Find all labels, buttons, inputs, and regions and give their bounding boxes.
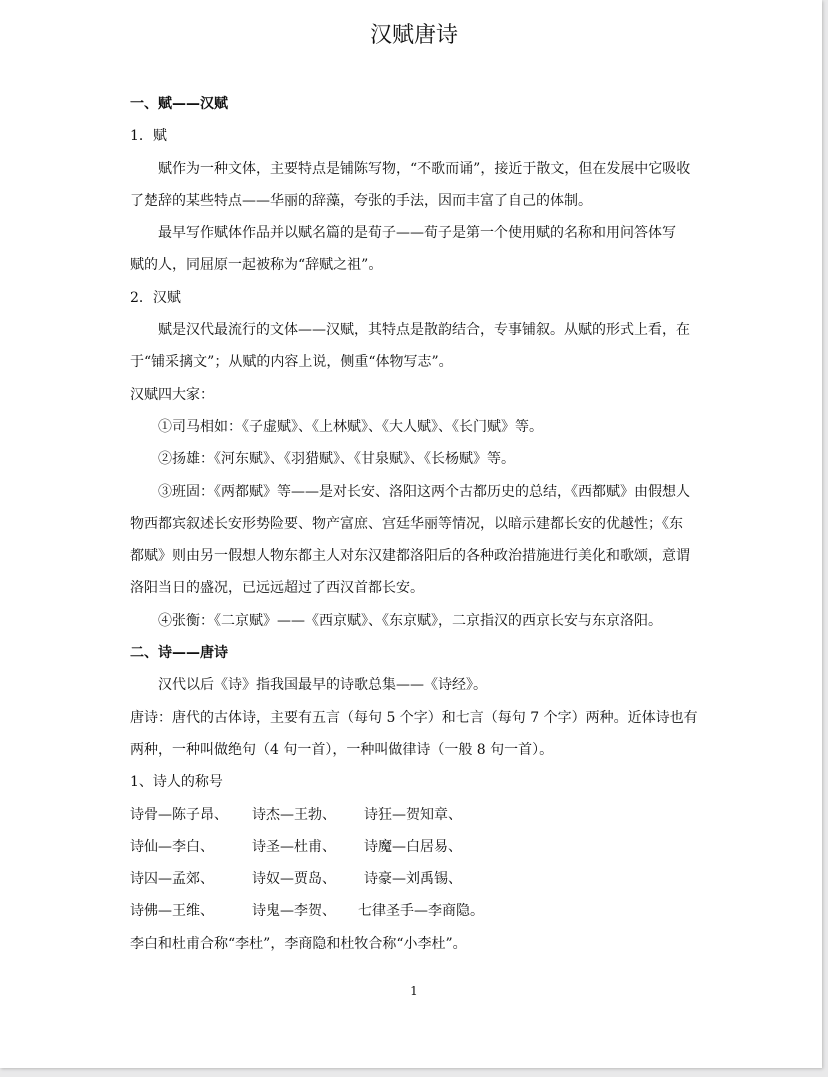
master-item: ④张衡：《二京赋》——《西京赋》、《东京赋》，二京指汉的西京长安与东京洛阳。 [158,612,662,629]
paragraph-line: 赋的人，同屈原一起被称为“辞赋之祖”。 [130,257,383,274]
poet-entry: 诗豪—刘禹锡、 [364,871,462,888]
paragraph-line: 了楚辞的某些特点——华丽的辞藻，夸张的手法，因而丰富了自己的体制。 [130,192,592,209]
master-item: ③班固：《两都赋》等——是对长安、洛阳这两个古都历史的总结，《西都赋》由假想人 [158,483,690,500]
paragraph-line: 物西都宾叙述长安形势险要、物产富庶、宫廷华丽等情况，以暗示建都长安的优越性；《东 [130,515,683,532]
paragraph-line: 最早写作赋体作品并以赋名篇的是荀子——荀子是第一个使用赋的名称和用问答体写 [158,225,676,242]
master-item: ②扬雄：《河东赋》、《羽猎赋》、《甘泉赋》、《长杨赋》等。 [158,451,515,468]
paragraph-line: 唐诗：唐代的古体诗，主要有五言（每句 5 个字）和七言（每句 7 个字）两种。近体诗也有 [130,709,698,726]
poet-row [130,863,702,895]
paragraph-line: 两种，一种叫做绝句（4 句一首），一种叫做律诗（一般 8 句一首）。 [130,741,554,758]
subheading-poet-titles: 1、诗人的称号 [130,774,223,791]
poet-entry: 诗圣—杜甫、 [252,838,336,855]
paragraph-line: 赋作为一种文体，主要特点是铺陈写物，“不歌而诵”，接近于散文，但在发展中它吸收 [158,160,691,177]
poet-entry: 诗狂—贺知章、 [364,806,462,823]
subheading-fu: 1．赋 [130,128,167,145]
master-item: ①司马相如：《子虚赋》、《上林赋》、《大人赋》、《长门赋》等。 [158,418,543,435]
poet-entry: 诗仙—李白、 [130,838,214,855]
paragraph-line: 都赋》则由另一假想人物东都主人对东汉建都洛阳后的各种政治措施进行美化和歌颂，意谓 [130,548,690,565]
poet-row [130,831,702,863]
closing-line: 李白和杜甫合称“李杜”，李商隐和杜牧合称“小李杜”。 [130,935,467,952]
poet-entry: 诗囚—孟郊、 [130,871,214,888]
four-masters-label: 汉赋四大家： [130,386,214,403]
paragraph-line: 洛阳当日的盛况，已远远超过了西汉首都长安。 [130,580,424,597]
section-heading-1: 一、赋——汉赋 [130,96,228,112]
poet-row [130,895,702,927]
poet-entry: 诗奴—贾岛、 [252,871,336,888]
poet-entry: 诗魔—白居易、 [364,838,462,855]
document-title: 汉赋唐诗 [369,23,458,48]
subheading-hanfu: 2．汉赋 [130,289,181,306]
poet-entry: 诗鬼—李贺、 [252,903,336,920]
page-number: 1 [410,984,418,998]
poet-entry: 诗佛—王维、 [130,903,214,920]
section-heading-2: 二、诗——唐诗 [130,645,228,662]
poet-entry: 诗杰—王勃、 [252,806,336,823]
document-body [130,88,702,960]
poet-entry: 诗骨—陈子昂、 [130,806,228,823]
paragraph-line: 汉代以后《诗》指我国最早的诗歌总集——《诗经》。 [158,677,487,694]
poet-entry: 七律圣手—李商隐。 [358,903,484,920]
paragraph-line: 赋是汉代最流行的文体——汉赋，其特点是散韵结合，专事铺叙。从赋的形式上看，在 [158,322,690,339]
paragraph-line: 于“铺采摛文”；从赋的内容上说，侧重“体物写志”。 [130,354,453,371]
poet-row [130,799,702,831]
